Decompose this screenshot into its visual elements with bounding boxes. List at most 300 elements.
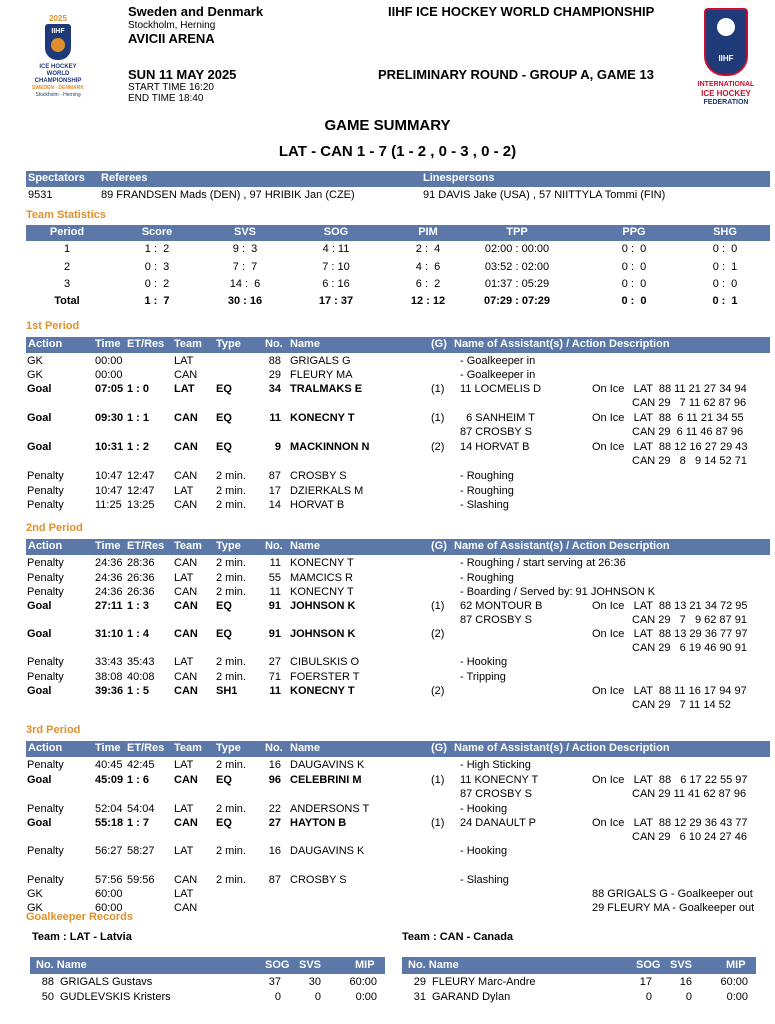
event-number: 29 — [268, 369, 281, 381]
iihf-brand: IIHF — [718, 54, 734, 63]
event-etres: 1 : 3 — [127, 600, 150, 612]
championship-logo — [24, 14, 92, 106]
event-type: 2 min. — [216, 557, 246, 569]
event-row — [0, 355, 775, 369]
event-assist-1: 62 MONTOUR B — [460, 600, 543, 612]
event-etres: 1 : 0 — [127, 383, 150, 395]
event-onice-1: On Ice LAT 88 6 11 21 34 55 — [592, 412, 744, 424]
logo-line: Stockholm - Herning — [35, 92, 81, 98]
event-action: Goal — [27, 628, 52, 640]
event-goal-count: (2) — [431, 441, 445, 453]
event-etres: 13:25 — [127, 499, 155, 511]
event-action: Goal — [27, 685, 52, 697]
event-action: Goal — [27, 600, 52, 612]
goalkeeper-col-header: SOG — [265, 959, 290, 971]
event-assist-1: - Roughing / start serving at 26:36 — [460, 557, 626, 569]
event-assist-2: 87 CROSBY S — [460, 614, 532, 626]
event-number: 16 — [268, 845, 281, 857]
officials-header — [26, 171, 770, 187]
event-assist-1: - Boarding / Served by: 91 JOHNSON K — [460, 586, 656, 598]
linespersons-value: 91 DAVIS Jake (USA) , 57 NIITTYLA Tommi (FIN) — [423, 189, 666, 201]
spectators-value: 9531 — [28, 189, 53, 201]
event-row — [0, 369, 775, 383]
event-etres: 42:45 — [127, 759, 155, 771]
events-col-header: Time — [95, 338, 121, 350]
event-team: CAN — [174, 902, 198, 914]
event-time: 11:25 — [95, 499, 122, 511]
event-row — [0, 874, 775, 888]
page-title: GAME SUMMARY — [324, 117, 451, 134]
event-team: LAT — [174, 888, 194, 900]
event-number: 11 — [269, 685, 281, 697]
gk-sog: 17 — [639, 976, 652, 988]
event-etres: 35:43 — [127, 656, 155, 668]
event-goal-count: (1) — [431, 412, 445, 424]
event-team: CAN — [174, 441, 198, 453]
goalkeeper-col-header: No. Name — [408, 959, 459, 971]
goalkeeper-col-header: MIP — [355, 959, 375, 971]
period-heading: 3rd Period — [26, 724, 81, 736]
event-row — [0, 383, 775, 409]
event-action: Penalty — [27, 803, 64, 815]
event-action: Goal — [27, 412, 52, 424]
gk-number: 31 — [413, 991, 426, 1003]
event-time: 40:45 — [95, 759, 123, 771]
event-row — [0, 656, 775, 670]
event-number: 71 — [268, 671, 281, 683]
event-action: Penalty — [27, 485, 64, 497]
score-line: LAT - CAN 1 - 7 (1 - 2 , 0 - 3 , 0 - 2) — [278, 143, 517, 160]
event-assist-1: - Roughing — [460, 470, 514, 482]
event-number: 96 — [268, 774, 281, 786]
event-action: Penalty — [27, 499, 64, 511]
events-col-header: No. — [265, 540, 283, 552]
gk-sog: 0 — [645, 991, 652, 1003]
gk-sog: 37 — [268, 976, 281, 988]
logo-line: SWEDEN - DENMARK — [32, 85, 84, 91]
gk-mip: 60:00 — [720, 976, 748, 988]
team-stats-col-header: SOG — [323, 226, 349, 238]
team-stats-total-cell: Total — [54, 295, 80, 307]
event-team: CAN — [174, 586, 198, 598]
end-time: END TIME 18:40 — [128, 93, 204, 104]
logo-year: 2025 — [49, 14, 67, 23]
events-header — [26, 539, 770, 555]
team-stats-cell: 7 : 7 — [232, 261, 258, 273]
event-time: 24:36 — [95, 586, 123, 598]
event-team: CAN — [174, 774, 198, 786]
event-player: MACKINNON N — [290, 441, 370, 453]
venue-country: Sweden and Denmark — [128, 4, 264, 19]
event-player: KONECNY T — [290, 557, 354, 569]
event-onice-1: On Ice LAT 88 11 21 27 34 94 — [592, 383, 747, 395]
event-player: CELEBRINI M — [290, 774, 362, 786]
event-row — [0, 803, 775, 817]
team-stats-cell: 0 : 0 — [712, 278, 738, 290]
event-action: GK — [27, 369, 43, 381]
event-row — [0, 485, 775, 499]
event-action: GK — [27, 888, 43, 900]
event-assist-1: 14 HORVAT B — [460, 441, 530, 453]
event-player: HAYTON B — [290, 817, 347, 829]
event-action: Penalty — [27, 470, 64, 482]
venue-city: Stockholm, Herning — [128, 20, 216, 31]
game-date: SUN 11 MAY 2025 — [128, 67, 237, 82]
event-etres: 59:56 — [127, 874, 155, 886]
iihf-line: FEDERATION — [703, 99, 749, 106]
event-etres: 1 : 1 — [127, 412, 150, 424]
events-col-header: (G) — [431, 742, 447, 754]
event-team: CAN — [174, 557, 198, 569]
gk-number: 50 — [41, 991, 54, 1003]
event-row — [0, 572, 775, 586]
event-assist-1: - Roughing — [460, 572, 514, 584]
event-type: 2 min. — [216, 586, 246, 598]
event-action: Penalty — [27, 557, 64, 569]
team-stats-col-header: Score — [141, 226, 173, 238]
event-action: Penalty — [27, 759, 64, 771]
events-col-header: Name of Assistant(s) / Action Description — [454, 338, 670, 350]
team-stats-cell: 02:00 : 00:00 — [484, 243, 550, 255]
event-number: 34 — [268, 383, 281, 395]
gk-name: FLEURY Marc-Andre — [432, 976, 536, 988]
event-row — [0, 586, 775, 600]
event-team: CAN — [174, 817, 198, 829]
event-goal-count: (1) — [431, 383, 445, 395]
event-time: 33:43 — [95, 656, 123, 668]
gk-name: GRIGALS Gustavs — [60, 976, 153, 988]
event-team: LAT — [174, 803, 194, 815]
event-number: 88 — [268, 355, 281, 367]
goalkeeper-col-header: SOG — [636, 959, 661, 971]
event-assist-1: - Roughing — [460, 485, 514, 497]
event-number: 55 — [268, 572, 281, 584]
event-assist-1: - High Sticking — [460, 759, 531, 771]
team-stats-col-header: Period — [49, 226, 85, 238]
events-col-header: ET/Res — [127, 540, 165, 552]
event-type: EQ — [216, 412, 232, 424]
event-row — [0, 628, 775, 654]
event-team: CAN — [174, 874, 198, 886]
event-goal-count: (2) — [431, 685, 445, 697]
event-time: 10:47 — [95, 470, 123, 482]
team-stats-cell: 6 : 16 — [322, 278, 350, 290]
team-stats-total-cell: 0 : 1 — [712, 295, 738, 307]
event-type: 2 min. — [216, 845, 246, 857]
event-row — [0, 499, 775, 513]
event-etres: 1 : 5 — [127, 685, 150, 697]
team-stats-header — [26, 225, 770, 241]
team-stats-cell: 2 : 4 — [415, 243, 441, 255]
event-assist-1: - Tripping — [460, 671, 506, 683]
team-stats-col-header: SHG — [713, 226, 737, 238]
event-team: CAN — [174, 671, 198, 683]
team-stats-cell: 6 : 2 — [415, 278, 441, 290]
logo-line: CHAMPIONSHIP — [34, 78, 82, 84]
event-team: CAN — [174, 369, 198, 381]
event-etres: 1 : 7 — [127, 817, 150, 829]
event-player: CROSBY S — [290, 874, 347, 886]
event-assist-1: 11 KONECNY T — [460, 774, 539, 786]
event-onice-1: On Ice LAT 88 12 16 27 29 43 — [592, 441, 748, 453]
gk-name: GUDLEVSKIS Kristers — [60, 991, 171, 1003]
event-onice-2: CAN 29 6 10 24 27 46 — [632, 831, 747, 843]
event-action: Penalty — [27, 845, 64, 857]
event-player: DAUGAVINS K — [290, 845, 365, 857]
team-stats-total-cell: 07:29 : 07:29 — [483, 295, 551, 307]
period-heading: 2nd Period — [26, 522, 83, 534]
event-type: SH1 — [216, 685, 238, 697]
event-number: 16 — [268, 759, 281, 771]
team-stats-col-header: PIM — [418, 226, 438, 238]
event-action: Goal — [27, 817, 52, 829]
team-stats-total-cell: 17 : 37 — [318, 295, 354, 307]
event-type: 2 min. — [216, 671, 246, 683]
event-etres: 1 : 4 — [127, 628, 150, 640]
team-stats-cell: 3 — [63, 278, 71, 290]
team-stats-total-cell: 12 : 12 — [410, 295, 446, 307]
spectators-header: Spectators — [28, 172, 85, 184]
event-player: TRALMAKS E — [290, 383, 363, 395]
event-time: 27:11 — [95, 600, 123, 612]
event-type: EQ — [216, 383, 232, 395]
event-number: 91 — [268, 600, 281, 612]
event-onice-1: 88 GRIGALS G - Goalkeeper out — [592, 888, 753, 900]
event-action: GK — [27, 355, 43, 367]
event-action: Goal — [27, 441, 52, 453]
event-onice-1: On Ice LAT 88 11 16 17 94 97 — [592, 685, 747, 697]
gk-svs: 0 — [685, 991, 692, 1003]
event-onice-2: CAN 29 6 19 46 90 91 — [632, 642, 747, 654]
goalkeeper-col-header: SVS — [299, 959, 322, 971]
event-onice-2: CAN 29 11 41 62 87 96 — [632, 788, 747, 800]
gk-name: GARAND Dylan — [432, 991, 511, 1003]
event-assist-1: 11 LOCMELIS D — [460, 383, 542, 395]
event-time: 52:04 — [95, 803, 123, 815]
events-col-header: Time — [95, 742, 121, 754]
event-assist-1: - Slashing — [460, 499, 509, 511]
gk-svs: 0 — [314, 991, 321, 1003]
event-time: 56:27 — [95, 845, 123, 857]
events-col-header: Name — [290, 742, 320, 754]
logo-line: WORLD — [46, 71, 70, 77]
iihf-logo — [685, 8, 767, 110]
team-stats-cell: 0 : 3 — [144, 261, 170, 273]
event-assist-1: - Goalkeeper in — [460, 355, 536, 367]
event-etres: 12:47 — [127, 470, 155, 482]
event-player: FOERSTER T — [290, 671, 360, 683]
event-assist-2: 87 CROSBY S — [460, 788, 532, 800]
events-col-header: Team — [174, 742, 202, 754]
event-onice-1: On Ice LAT 88 13 21 34 72 95 — [592, 600, 748, 612]
event-number: 11 — [269, 586, 281, 598]
event-etres: 26:36 — [127, 586, 155, 598]
team-stats-cell: 03:52 : 02:00 — [484, 261, 550, 273]
event-team: LAT — [174, 355, 194, 367]
logo-line: ICE HOCKEY — [39, 64, 77, 70]
event-onice-2: CAN 29 8 9 14 52 71 — [632, 455, 747, 467]
event-onice-1: On Ice LAT 88 13 29 36 77 97 — [592, 628, 748, 640]
event-row — [0, 759, 775, 773]
event-number: 27 — [268, 656, 281, 668]
event-player: FLEURY MA — [290, 369, 353, 381]
event-row — [0, 685, 775, 711]
team-stats-cell: 01:37 : 05:29 — [484, 278, 550, 290]
event-type: EQ — [216, 441, 232, 453]
event-time: 45:09 — [95, 774, 124, 786]
event-etres: 28:36 — [127, 557, 155, 569]
event-type: 2 min. — [216, 803, 246, 815]
event-action: Penalty — [27, 656, 64, 668]
event-time: 55:18 — [95, 817, 124, 829]
event-etres: 26:36 — [127, 572, 155, 584]
event-action: Goal — [27, 383, 52, 395]
event-action: Penalty — [27, 586, 64, 598]
event-time: 07:05 — [95, 383, 124, 395]
event-team: LAT — [174, 572, 194, 584]
event-number: 14 — [268, 499, 281, 511]
event-number: 11 — [269, 557, 281, 569]
event-team: CAN — [174, 412, 198, 424]
event-number: 87 — [268, 874, 281, 886]
event-assist-1: - Hooking — [460, 656, 508, 668]
event-player: HORVAT B — [290, 499, 345, 511]
event-number: 27 — [268, 817, 281, 829]
event-goal-count: (1) — [431, 817, 445, 829]
team-stats-cell: 7 : 10 — [322, 261, 350, 273]
arena-name: AVICII ARENA — [128, 31, 215, 46]
event-type: 2 min. — [216, 572, 246, 584]
event-player: JOHNSON K — [290, 600, 356, 612]
event-type: 2 min. — [216, 656, 246, 668]
event-assist-1: - Slashing — [460, 874, 509, 886]
iihf-line: INTERNATIONAL — [697, 81, 755, 88]
event-row — [0, 600, 775, 626]
period-heading: 1st Period — [26, 320, 80, 332]
referees-header: Referees — [101, 172, 148, 184]
event-etres: 1 : 6 — [127, 774, 150, 786]
team-stats-cell: 0 : 0 — [712, 243, 738, 255]
events-col-header: Type — [216, 742, 241, 754]
event-onice-1: 29 FLEURY MA - Goalkeeper out — [592, 902, 755, 914]
event-time: 24:36 — [95, 572, 123, 584]
gk-mip: 0:00 — [726, 991, 748, 1003]
event-type: EQ — [216, 628, 232, 640]
event-time: 00:00 — [95, 369, 123, 381]
round-info: PRELIMINARY ROUND - GROUP A, GAME 13 — [378, 67, 654, 82]
event-type: 2 min. — [216, 759, 246, 771]
event-goal-count: (1) — [431, 774, 445, 786]
gk-svs: 30 — [308, 976, 321, 988]
event-player: CROSBY S — [290, 470, 347, 482]
event-row — [0, 470, 775, 484]
team-stats-cell: 0 : 0 — [621, 243, 647, 255]
event-team: LAT — [174, 656, 194, 668]
event-row — [0, 845, 775, 859]
event-onice-1: On Ice LAT 88 12 29 36 43 77 — [592, 817, 748, 829]
event-row — [0, 774, 775, 800]
event-goal-count: (1) — [431, 600, 445, 612]
event-assist-1: 6 SANHEIM T — [460, 412, 535, 424]
gk-right-team: Team : CAN - Canada — [402, 931, 514, 943]
logo-shield-icon — [45, 24, 71, 60]
event-assist-1: - Hooking — [460, 803, 508, 815]
events-header — [26, 741, 770, 757]
events-col-header: Name of Assistant(s) / Action Description — [454, 742, 670, 754]
event-type: 2 min. — [216, 470, 246, 482]
goalkeeper-col-header: SVS — [670, 959, 693, 971]
event-player: ANDERSONS T — [290, 803, 370, 815]
event-etres: 54:04 — [127, 803, 155, 815]
event-team: CAN — [174, 628, 198, 640]
event-row — [0, 557, 775, 571]
events-col-header: Type — [216, 540, 241, 552]
events-col-header: Name of Assistant(s) / Action Description — [454, 540, 670, 552]
goalkeeper-header-right — [402, 957, 756, 974]
events-col-header: ET/Res — [127, 338, 165, 350]
event-time: 31:10 — [95, 628, 124, 640]
team-stats-cell: 2 — [63, 261, 71, 273]
team-stats-total-cell: 0 : 0 — [621, 295, 647, 307]
event-row — [0, 441, 775, 467]
event-action: Goal — [27, 774, 52, 786]
iihf-line: ICE HOCKEY — [701, 89, 751, 98]
event-team: LAT — [174, 845, 194, 857]
event-player: KONECNY T — [290, 685, 355, 697]
gk-number: 29 — [413, 976, 426, 988]
events-col-header: Time — [95, 540, 121, 552]
event-player: MAMCICS R — [290, 572, 353, 584]
events-col-header: ET/Res — [127, 742, 165, 754]
event-time: 38:08 — [95, 671, 123, 683]
team-stats-total-cell: 30 : 16 — [227, 295, 263, 307]
team-stats-total-cell: 1 : 7 — [144, 295, 170, 307]
goalkeeper-heading: Goalkeeper Records — [26, 911, 133, 923]
event-player: KONECNY T — [290, 412, 355, 424]
events-col-header: Action — [28, 338, 63, 350]
gk-mip: 60:00 — [349, 976, 377, 988]
events-col-header: (G) — [431, 540, 447, 552]
team-stats-cell: 14 : 6 — [229, 278, 261, 290]
event-row — [0, 888, 775, 902]
event-etres: 58:27 — [127, 845, 155, 857]
event-onice-2: CAN 29 6 11 46 87 96 — [632, 426, 744, 438]
events-col-header: Name — [290, 540, 320, 552]
event-type: 2 min. — [216, 485, 246, 497]
event-assist-2: 87 CROSBY S — [460, 426, 532, 438]
event-time: 10:31 — [95, 441, 124, 453]
team-stats-cell: 4 : 6 — [415, 261, 441, 273]
team-stats-cell: 1 — [63, 243, 71, 255]
event-player: GRIGALS G — [290, 355, 351, 367]
team-stats-col-header: PPG — [622, 226, 646, 238]
team-stats-cell: 0 : 1 — [712, 261, 738, 273]
event-number: 17 — [268, 485, 281, 497]
event-time: 57:56 — [95, 874, 123, 886]
team-stats-col-header: SVS — [233, 226, 257, 238]
event-etres: 12:47 — [127, 485, 155, 497]
event-number: 22 — [268, 803, 281, 815]
event-onice-2: CAN 29 7 11 14 52 — [632, 699, 731, 711]
event-time: 60:00 — [95, 888, 123, 900]
event-onice-2: CAN 29 7 9 62 87 91 — [632, 614, 747, 626]
event-team: CAN — [174, 499, 198, 511]
event-type: EQ — [216, 817, 232, 829]
event-player: DAUGAVINS K — [290, 759, 365, 771]
event-onice-2: CAN 29 7 11 62 87 96 — [632, 397, 747, 409]
logo-brand: IIHF — [51, 28, 65, 35]
events-col-header: Team — [174, 540, 202, 552]
